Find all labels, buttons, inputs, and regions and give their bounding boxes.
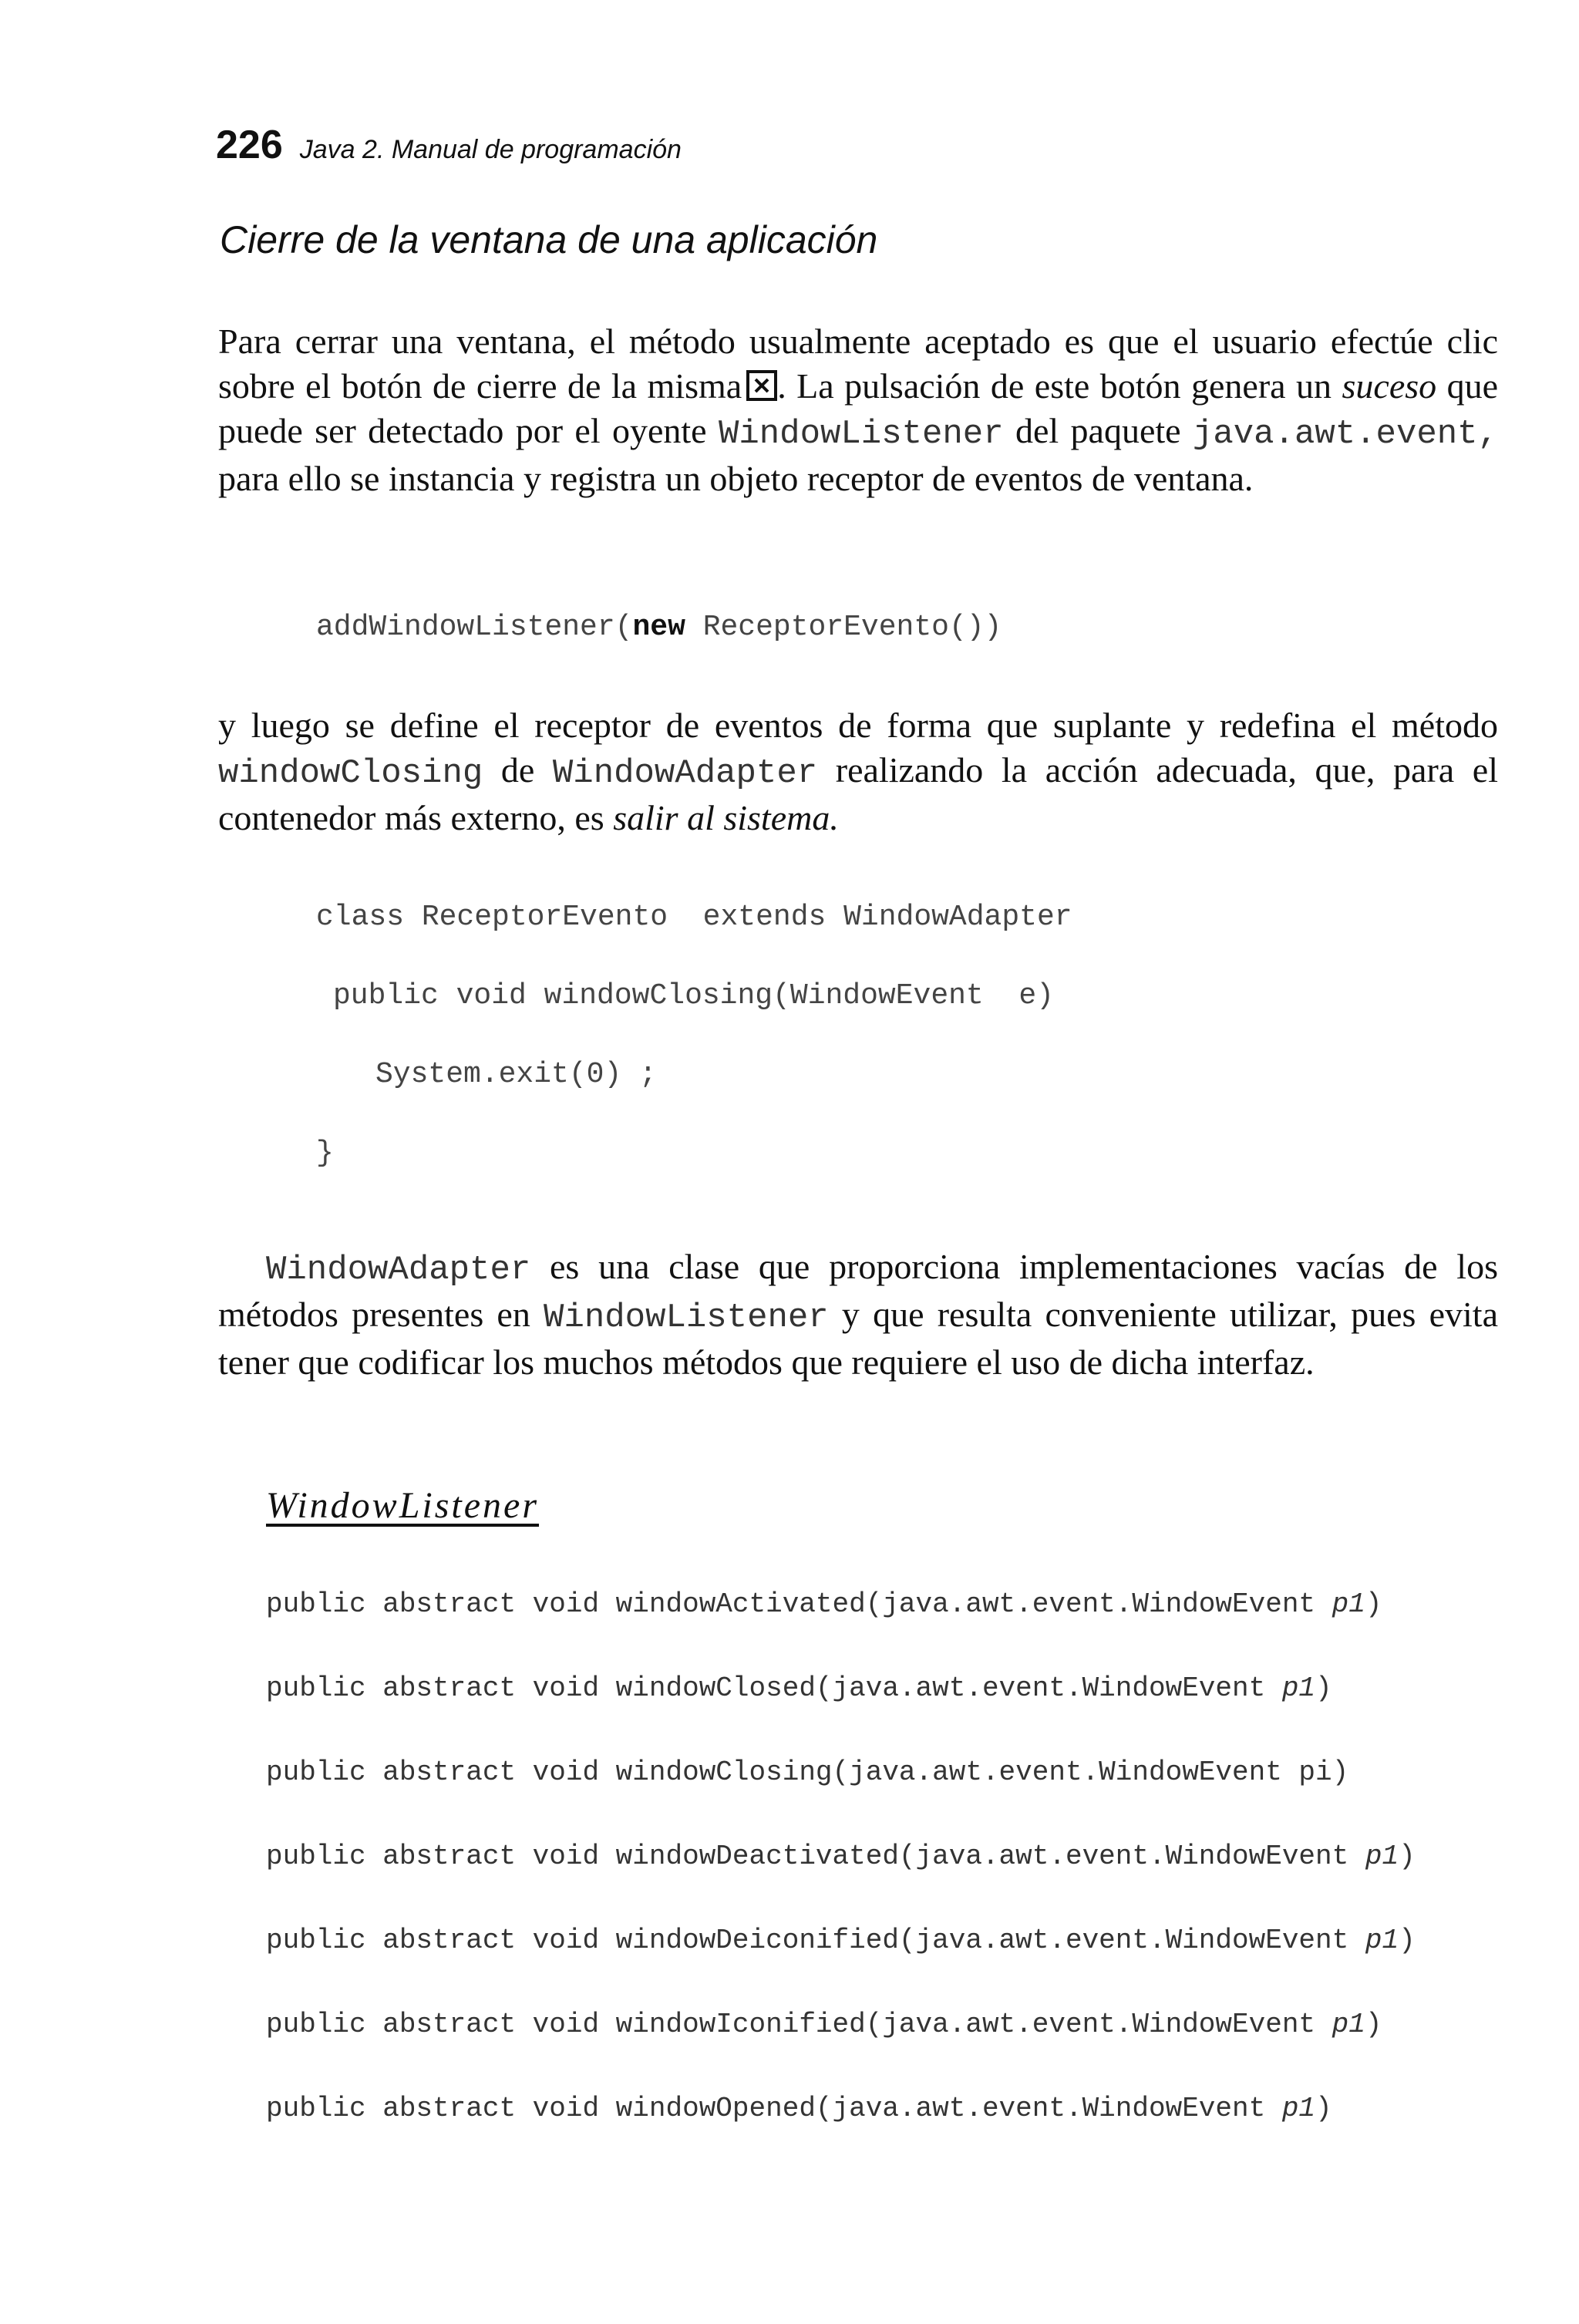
inline-code: java.awt.event, [1192,415,1498,453]
paragraph-text: Para cerrar una ventana, el método usualmente aceptado es que el usuario efectúe clic sobre el botón de cierre de la misma [218,322,1498,406]
paragraph-text: para ello se instancia y registra un objeto receptor de eventos de ventana. [218,459,1254,498]
method-signature-text: public abstract void windowOpened(java.awt.event.WindowEvent [266,2093,1282,2124]
running-title: Java 2. Manual de programación [299,135,682,164]
method-signature [266,1841,1416,1872]
method-signature-text: public abstract void windowIconified(java.awt.event.WindowEvent [266,2009,1332,2040]
method-param: p1 [1332,2009,1365,2040]
paragraph-text: y que resulta conveniente utilizar, pues evita tener que codificar los muchos métodos que requiere el uso de dicha interfaz. [218,1295,1499,1382]
paragraph-text: y luego se define el receptor de eventos de forma que suplante y redefina el método [218,706,1498,745]
paragraph-text: . La pulsación de este botón genera un [777,366,1332,406]
code-text: addWindowListener( [316,611,633,644]
page-number: 226 [216,123,283,167]
emphasis-text: suceso [1342,366,1437,406]
paragraph-text: que puede ser detectado por el oyente [218,366,1499,450]
method-signature-text: public abstract void windowDeactivated(java.awt.event.WindowEvent [266,1841,1365,1872]
method-signature [266,2009,1382,2040]
code-closing-brace: } [316,1137,334,1170]
code-add-listener [316,611,1002,644]
paragraph-text: del paquete [1003,411,1193,450]
method-signature-text: public abstract void windowDeiconified(java.awt.event.WindowEvent [266,1925,1365,1956]
code-keyword: new [632,611,685,644]
method-param: p1 [1332,1588,1365,1620]
code-class-line: class ReceptorEvento extends WindowAdapter [316,901,1072,934]
method-param: p1 [1365,1925,1399,1956]
page-header [216,122,682,168]
section-heading: Cierre de la ventana de una aplicación [220,218,878,261]
code-exit-line: System.exit(0) ; [375,1058,657,1091]
interface-heading: WindowListener [266,1485,540,1526]
method-paren: ) [1399,1925,1416,1956]
method-paren: ) [1365,1588,1382,1620]
code-method-line: public void windowClosing(WindowEvent e) [333,979,1054,1012]
method-signature [266,2093,1332,2124]
paragraph-text: realizando la acción adecuada, que, para el contenedor más externo, es [218,750,1498,837]
method-signature-text: public abstract void windowClosed(java.awt.event.WindowEvent [266,1672,1282,1704]
method-signature [266,1672,1332,1704]
method-signature-text: public abstract void windowClosing(java.awt.event.WindowEvent [266,1756,1299,1788]
inline-code: WindowAdapter [552,754,818,793]
code-text: ReceptorEvento()) [685,611,1002,644]
paragraph-window-close [218,319,1498,501]
method-signature [266,1756,1348,1788]
method-paren: ) [1315,1672,1332,1704]
method-paren: ) [1365,2009,1382,2040]
emphasis-text: salir al sistema. [613,798,839,837]
method-param: p1 [1281,1672,1316,1704]
paragraph-adapter [218,1245,1498,1385]
method-signature [266,1925,1416,1956]
paragraph-text: es una clase que proporciona implementaciones vacías de los métodos presentes en [218,1247,1498,1334]
paragraph-receptor [218,703,1498,840]
method-param: p1 [1281,2093,1316,2124]
inline-code: WindowListener [544,1298,829,1337]
method-paren: ) [1332,1756,1349,1788]
method-paren: ) [1315,2093,1332,2124]
close-box-icon [746,370,777,401]
method-paren: ) [1399,1841,1416,1872]
inline-code: WindowAdapter [266,1251,531,1289]
method-param: p1 [1365,1841,1399,1872]
paragraph-text: de [483,750,553,790]
inline-code: windowClosing [218,754,483,793]
method-signature [266,1588,1382,1620]
method-signature-text: public abstract void windowActivated(java.awt.event.WindowEvent [266,1588,1332,1620]
inline-code: WindowListener [718,415,1004,453]
method-param: pi [1298,1756,1332,1788]
